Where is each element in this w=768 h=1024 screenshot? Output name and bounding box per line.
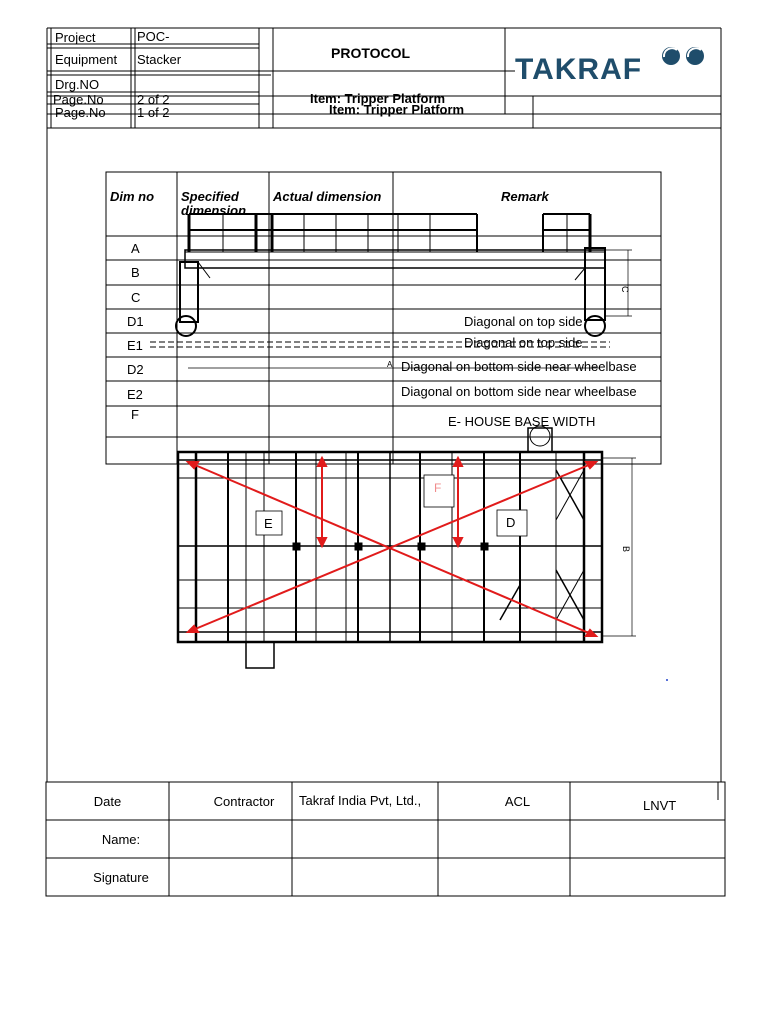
dim-cell-d2: D2 <box>127 362 144 377</box>
dim-cell-b: B <box>131 265 140 280</box>
sign-header-lnvt: LNVT <box>643 798 677 813</box>
sign-row-signature: Signature <box>93 869 149 885</box>
item-title: Item: Tripper Platform <box>310 91 446 106</box>
dim-label-c: C <box>620 286 630 293</box>
page-label: Page.No <box>53 92 104 107</box>
sign-header-acl: ACL <box>504 793 531 809</box>
project-label: Project <box>55 30 96 45</box>
plan-label-e: E <box>264 516 273 531</box>
dim-cell-a: A <box>131 241 140 256</box>
sign-header-takraf: Takraf India Pvt, Ltd., <box>299 793 422 808</box>
dim-cell-c: C <box>131 290 141 305</box>
dim-cell-f: F <box>131 407 139 422</box>
dim-cell-d1: D1 <box>127 314 144 329</box>
takraf-logo: TAKRAF <box>515 53 643 86</box>
col-header-specified: Specified dimension <box>181 189 247 218</box>
item-title-repeat: Item: Tripper Platform <box>329 102 465 117</box>
dim-cell-e2: E2 <box>127 387 143 402</box>
sign-header-contractor: Contractor <box>213 793 275 809</box>
plan-label-b: B <box>621 546 631 553</box>
page-value-b: 1 of 2 <box>137 105 170 120</box>
sign-row-name: Name: <box>101 831 141 847</box>
document-title: PROTOCOL <box>331 45 411 61</box>
remark-d1: Diagonal on top side <box>464 314 583 329</box>
remark-d2: Diagonal on bottom side near wheelbase <box>401 359 637 374</box>
dim-label-a-marker: A <box>387 360 393 369</box>
remark-e2: Diagonal on bottom side near wheelbase <box>401 384 637 399</box>
equipment-label: Equipment <box>55 52 118 67</box>
page-value-a: 2 of 2 <box>137 92 170 107</box>
equipment-value: Stacker <box>137 52 182 67</box>
project-value: POC- <box>137 29 170 44</box>
remark-f: E- HOUSE BASE WIDTH <box>448 414 596 429</box>
drg-label: Drg.NO <box>55 77 100 92</box>
page-label-b: Page.No <box>55 105 106 120</box>
plan-label-d: D <box>506 515 516 530</box>
remark-e1: Diagonal on top side <box>464 335 583 350</box>
sign-header-date: Date <box>93 793 122 809</box>
col-header-actual: Actual dimension <box>273 189 382 204</box>
col-header-dim-no: Dim no <box>110 189 155 204</box>
col-header-remark: Remark <box>501 189 549 204</box>
dim-cell-e1: E1 <box>127 338 143 353</box>
plan-label-f: F <box>434 481 442 495</box>
